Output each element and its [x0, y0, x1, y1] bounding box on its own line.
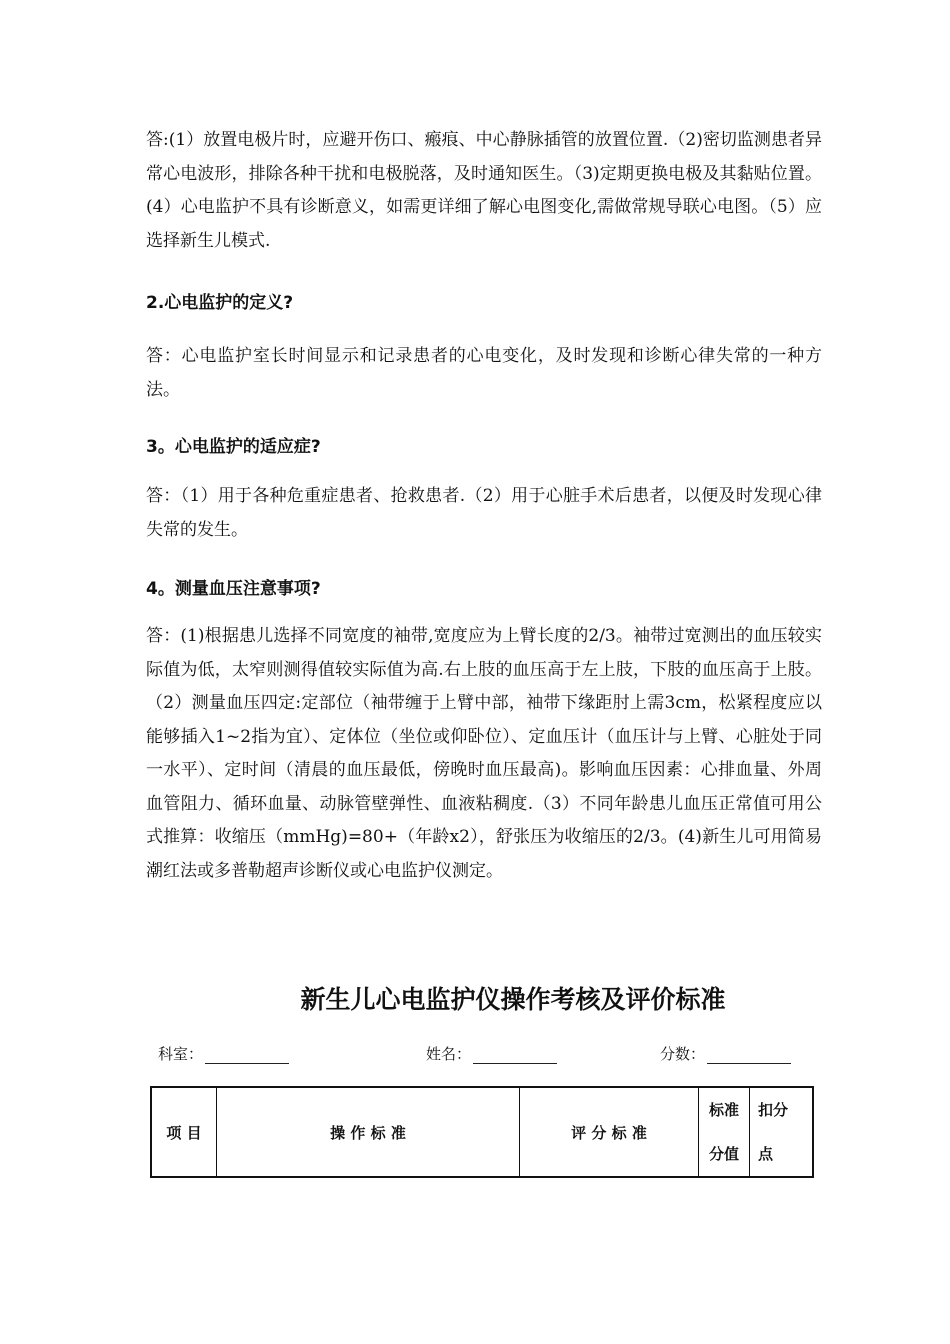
score-field [660, 1043, 791, 1064]
evaluation-table [150, 1086, 814, 1178]
header-deduction-line2: 点 [758, 1145, 774, 1163]
name-field [426, 1043, 557, 1064]
name-blank[interactable] [473, 1049, 557, 1064]
header-deduction-line1: 扣分 [758, 1101, 789, 1119]
department-label: 科室： [158, 1045, 204, 1063]
name-label: 姓名： [426, 1045, 472, 1063]
question-4-heading: 4。测量血压注意事项? [146, 579, 321, 599]
header-standard: 操 作 标 准 [217, 1087, 520, 1177]
score-blank[interactable] [707, 1049, 791, 1064]
table-header-row [151, 1087, 813, 1177]
question-2-heading: 2.心电监护的定义? [146, 293, 294, 313]
header-standard-score [699, 1087, 750, 1177]
form-title: 新生儿心电监护仪操作考核及评价标准 [300, 985, 726, 1014]
header-standard-score-line1: 标准 [708, 1101, 739, 1119]
answer-2-paragraph: 答：心电监护室长时间显示和记录患者的心电变化，及时发现和诊断心律失常的一种方法。 [146, 346, 822, 400]
department-field [158, 1043, 289, 1064]
answer-1-paragraph: 答:(1）放置电极片时，应避开伤口、瘢痕、中心静脉插管的放置位置.（2)密切监测患者异常心电波形，排除各种干扰和电极脱落，及时通知医生。（3)定期更换电极及其黏贴位置。(4）心电监护不具有诊断意义，如需更详细了解心电图变化,需做常规导联心电图。（5）应选择新生儿模式. [146, 130, 822, 251]
header-deduction [750, 1087, 814, 1177]
question-3-heading: 3。心电监护的适应症? [146, 437, 321, 457]
header-standard-score-line2: 分值 [708, 1145, 739, 1163]
score-label: 分数： [660, 1045, 706, 1063]
answer-3-paragraph: 答：（1）用于各种危重症患者、抢救患者.（2）用于心脏手术后患者，以便及时发现心律失常的发生。 [146, 486, 822, 540]
header-criteria: 评 分 标 准 [520, 1087, 699, 1177]
department-blank[interactable] [205, 1049, 289, 1064]
header-item: 项 目 [151, 1087, 217, 1177]
answer-4-paragraph: 答：(1)根据患儿选择不同宽度的袖带,宽度应为上臂长度的2/3。袖带过宽测出的血压较实际值为低，太窄则测得值较实际值为高.右上肢的血压高于左上肢，下肢的血压高于上肢。（2）测量血压四定:定部位（袖带缠于上臂中部，袖带下缘距肘上需3cm，松紧程度应以能够插入1~2指为宜）、定体位（坐位或仰卧位）、定血压计（血压计与上臂、心脏处于同一水平）、定时间（清晨的血压最低，傍晚时血压最高)。影响血压因素：心排血量、外周血管阻力、循环血量、动脉管壁弹性、血液粘稠度.（3）不同年龄患儿血压正常值可用公式推算：收缩压（mmHg)=80+（年龄x2），舒张压为收缩压的2/3。(4)新生儿可用简易潮红法或多普勒超声诊断仪或心电监护仪测定。 [146, 626, 822, 881]
